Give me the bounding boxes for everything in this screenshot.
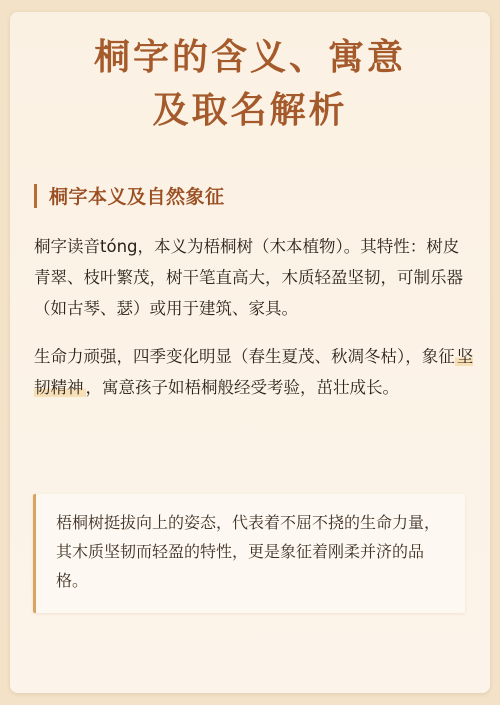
section-title: 桐字本义及自然象征 <box>49 186 225 208</box>
section-header <box>34 182 225 209</box>
page-title-line1: 桐字的含义、寓意 <box>93 37 406 78</box>
paragraph-symbolism-end: ，寓意孩子如梧桐般经受考验，茁壮成长。 <box>85 378 399 397</box>
paragraph-symbolism-start: 生命力顽强，四季变化明显（春生夏茂、秋凋冬枯），象征 <box>34 347 455 366</box>
section-accent-bar <box>34 184 37 208</box>
paragraph-characteristics: 桐字读音tóng，本义为梧桐树（木本植物）。其特性：树皮青翠、枝叶繁茂，树干笔直高大，木质轻盈坚韧，可制乐器（如古琴、瑟）或用于建筑、家具。 <box>34 237 463 318</box>
highlight-keyword: 坚韧精神 <box>34 347 474 397</box>
paragraph-symbolism <box>34 341 474 403</box>
page-title-line2: 及取名解析 <box>152 90 348 131</box>
quote-box <box>33 494 465 613</box>
quote-text: 梧桐树挺拔向上的姿态，代表着不屈不挠的生命力量，其木质坚韧而轻盈的特性，更是象征着刚柔并济的品格。 <box>56 513 441 590</box>
